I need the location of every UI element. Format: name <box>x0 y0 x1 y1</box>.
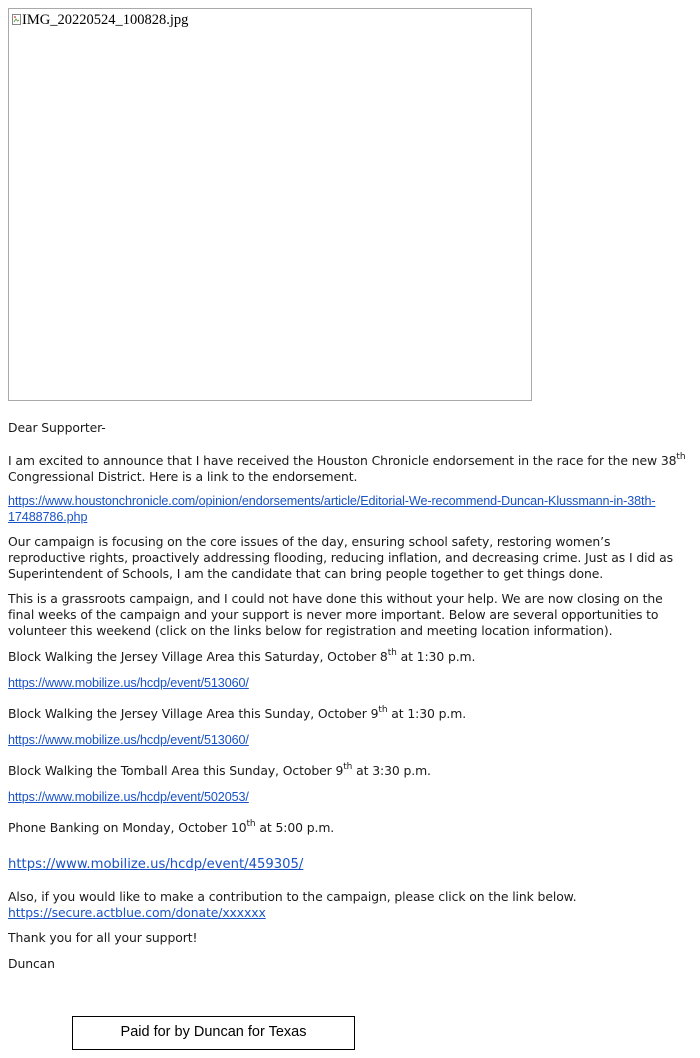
image-alt-label: IMG_20220524_100828.jpg <box>22 12 189 28</box>
event-link-paragraph <box>8 856 688 873</box>
event-time: at 3:30 p.m. <box>352 763 431 778</box>
intro-text: I am excited to announce that I have received the Houston Chronicle endorsement in the race for the new 38 <box>8 453 677 468</box>
event-time: at 1:30 p.m. <box>387 706 467 721</box>
event-superscript: th <box>343 762 353 772</box>
event-link[interactable]: https://www.mobilize.us/hcdp/event/513060/ <box>8 676 249 690</box>
grassroots-paragraph: This is a grassroots campaign, and I could not have done this without your help. We are now closing on the final weeks of the campaign and your support is never more important. Below are several opportunities to volunteer this weekend (click on the links below for registration and meeting location information). <box>8 591 663 638</box>
issues-paragraph: Our campaign is focusing on the core issues of the day, ensuring school safety, restoring women’s reproductive rights, proactively addressing flooding, reducing inflation, and decreasing crime. Just as I did as Superintendent of Schools, I am the candidate that can bring people together to get things done. <box>8 534 673 581</box>
paid-for-disclaimer: Paid for by Duncan for Texas <box>72 1016 355 1050</box>
signature: Duncan <box>8 956 55 971</box>
event-text: Block Walking the Jersey Village Area this Sunday, October 9 <box>8 706 379 721</box>
email-header-image <box>8 8 532 401</box>
event-text: Block Walking the Jersey Village Area this Saturday, October 8 <box>8 649 388 664</box>
contribution-link[interactable]: https://secure.actblue.com/donate/xxxxxx <box>8 905 266 920</box>
event-text: Block Walking the Tomball Area this Sunday, October 9 <box>8 763 344 778</box>
endorsement-link[interactable]: https://www.houstonchronicle.com/opinion/endorsements/article/Editorial-We-recommend-Duncan-Klussmann-in-38th-17488786.php <box>8 494 656 524</box>
event-link[interactable]: https://www.mobilize.us/hcdp/event/459305/ <box>8 857 304 872</box>
event-superscript: th <box>246 819 256 829</box>
endorsement-link-paragraph <box>8 493 688 525</box>
contribution-link-paragraph <box>8 905 688 921</box>
event-link-paragraph <box>8 675 688 691</box>
thanks-text: Thank you for all your support! <box>8 930 198 945</box>
event-link-paragraph <box>8 732 688 748</box>
event-link-paragraph <box>8 789 688 805</box>
event-superscript: th <box>387 648 397 658</box>
event-item <box>8 649 688 665</box>
intro-paragraph <box>8 453 688 485</box>
contribution-text: Also, if you would like to make a contribution to the campaign, please click on the link below. <box>8 889 577 904</box>
greeting: Dear Supporter- <box>8 420 106 435</box>
email-body <box>8 420 688 972</box>
event-text: Phone Banking on Monday, October 10 <box>8 820 247 835</box>
event-time: at 5:00 p.m. <box>255 820 335 835</box>
event-item <box>8 820 688 836</box>
event-superscript: th <box>378 705 388 715</box>
event-item <box>8 706 688 722</box>
intro-superscript: th <box>676 452 686 462</box>
broken-image-icon <box>12 14 21 25</box>
event-time: at 1:30 p.m. <box>396 649 476 664</box>
image-alt-text <box>12 12 188 28</box>
event-link[interactable]: https://www.mobilize.us/hcdp/event/502053/ <box>8 790 249 804</box>
event-link[interactable]: https://www.mobilize.us/hcdp/event/513060/ <box>8 733 249 747</box>
event-item <box>8 763 688 779</box>
intro-text-after: Congressional District. Here is a link to the endorsement. <box>8 469 358 484</box>
